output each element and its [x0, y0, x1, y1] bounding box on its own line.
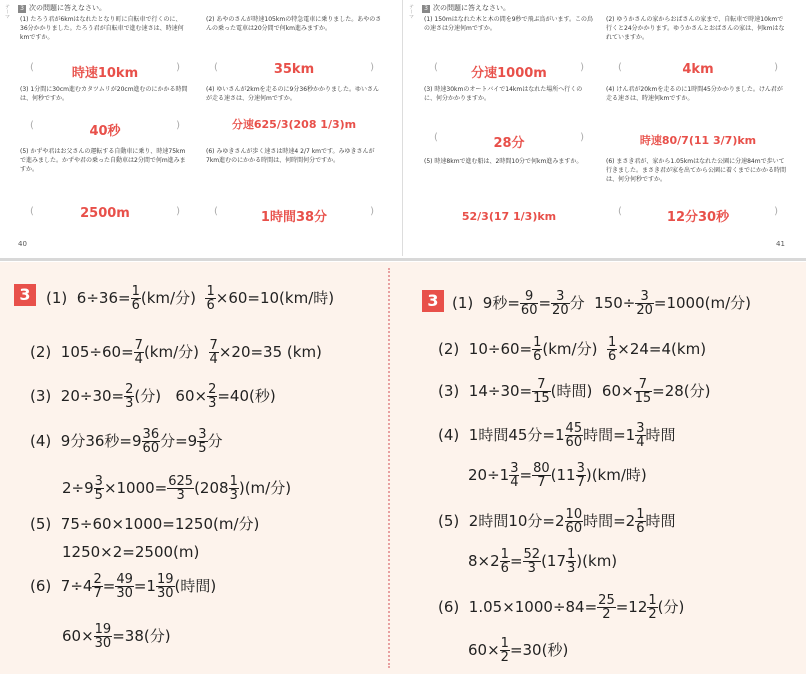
sol-r3: (3) 14÷30= $\frac{7}{15}$ (時間) 60× $\frac{7}{15}$ =28(分) [438, 377, 711, 406]
page-gutter [402, 0, 403, 256]
sol-l6b: 60× $\frac{19}{30}$ =38(分) [62, 622, 171, 651]
sol-l2: (2) 105÷60= $\frac{7}{4}$ (km/分) $\frac{7}{4}$ ×20=35 (km) [30, 338, 322, 367]
sol-r6b: 60× $\frac{1}{2}$ =30(秒) [468, 636, 569, 665]
problem-r3: (3) 時速30kmのオートバイで14kmはなれた場所へ行くのに、何分かかりますか。 [424, 86, 583, 102]
left-side-label: テーマ [4, 4, 10, 19]
sol-l4b: 2÷9 $\frac{3}{5}$ ×1000= $\frac{625}{3}$ (208 $\frac{1}{3}$ )(m/分) [62, 474, 292, 503]
section-divider [0, 258, 806, 261]
left-header: 3 次の問題に答えなさい。 [18, 3, 106, 13]
problem-l3: (3) 1分間に30cm進むカタツムリが20cm進むのにかかる時間は、何秒ですか。 [20, 86, 188, 102]
answer-r4: 時速80/7(11 3/7)km [639, 134, 757, 147]
answer-l6: ( ) 1時間38分 [214, 206, 374, 225]
page-number-left: 40 [18, 240, 27, 248]
sol-r5b: 8×2 $\frac{1}{6}$ = $\frac{52}{3}$ (17 $\frac{1}{3}$ )(km) [468, 547, 618, 576]
sol-l3: (3) 20÷30= $\frac{2}{3}$ (分) 60× $\frac{2}{3}$ =40(秒) [30, 382, 276, 411]
problem-r2: (2) ゆうかさんの家からおばさんの家まで、自転車で時速10kmで行くと24分かかります。ゆうかさんとおばさんの家は、何kmはなれていますか。 [606, 16, 785, 41]
problem-r5: (5) 時速8kmで進む船は、2時間10分で何km進みますか。 [424, 158, 583, 165]
solution-badge-left: 3 [14, 284, 36, 306]
sol-r1: (1) 9秒= $\frac{9}{60}$ = $\frac{3}{20}$ 分 150÷ $\frac{3}{20}$ =1000(m/分) [452, 289, 752, 318]
sol-r6: (6) 1.05×1000÷84= $\frac{25}{2}$ =12 $\frac{1}{2}$ (分) [438, 593, 685, 622]
problem-l5: (5) かずや君はお父さんの運転する自動車に乗り、時速75kmで進みました。かずや君の乗った自動車は2分間で何m進みますか。 [20, 148, 186, 173]
sol-r4b: 20÷1 $\frac{3}{4}$ = $\frac{80}{7}$ (11 $\frac{3}{7}$ )(km/時) [468, 461, 647, 490]
sol-l5: (5) 75÷60×1000=1250(m/分) [30, 515, 260, 533]
answer-l5: ( ) 2500m [30, 206, 180, 221]
solution-badge-right: 3 [422, 290, 444, 312]
sol-r5: (5) 2時間10分=2 $\frac{10}{60}$ 時間=2 $\frac{1}{6}$ 時間 [438, 507, 676, 536]
sol-l4: (4) 9分36秒=9 $\frac{36}{60}$ 分=9 $\frac{3}{5}$ 分 [30, 427, 223, 456]
answer-r5: 52/3(17 1/3)km [461, 210, 557, 223]
answer-l1: ( ) 時速10km [30, 62, 180, 81]
sol-r2: (2) 10÷60= $\frac{1}{6}$ (km/分) $\frac{1}{6}$ ×24=4(km) [438, 335, 707, 364]
problem-r1: (1) 150mはなれた木と木の間を9秒で飛ぶ鳥がいます。この鳥の速さは分速何mですか。 [424, 16, 594, 32]
solutions-panel [0, 262, 806, 674]
right-side-label: テーマ [408, 4, 414, 19]
answer-r3: ( ) 28分 [434, 132, 584, 151]
problem-l2: (2) あやのさんが時速105kmの特急電車に乗りました。あやのさんの乗った電車は20分間で何km進みますか。 [206, 16, 382, 32]
problem-l1: (1) たろう君が6kmはなれたとなり町に自転車で行くのに、36分かかりました。たろう君が自転車で進む速さは、時速何kmですか。 [20, 16, 184, 41]
answer-r1: ( ) 分速1000m [434, 62, 584, 81]
problem-l4: (4) ゆいさんが2kmを走るのに9分36秒かかりました。ゆいさんが走る速さは、分速何mですか。 [206, 86, 380, 102]
page-number-right: 41 [776, 240, 785, 248]
problem-r4: (4) けん君が20kmを走るのに1時間45分かかりました。けん君が走る速さは、時速何kmですか。 [606, 86, 783, 102]
answer-l2: ( ) 35km [214, 62, 374, 77]
problem-r6: (6) まさき君が、家から1.05kmはなれた公園に分速84mで歩いて行きました。まさき君が家を出てから公園に着くまでにかかる時間は、何分何秒ですか。 [606, 158, 787, 183]
right-header: 3 次の問題に答えなさい。 [422, 3, 510, 13]
answer-l3: ( ) 40秒 [30, 120, 180, 139]
sol-l1: (1) 6÷36= $\frac{1}{6}$ (km/分) $\frac{1}{6}$ ×60=10(km/時) [46, 284, 335, 313]
answer-l4: 分速625/3(208 1/3)m [231, 118, 357, 131]
solutions-divider [388, 268, 390, 668]
sol-l6: (6) 7÷4 $\frac{2}{7}$ = $\frac{49}{30}$ =1 $\frac{19}{30}$ (時間) [30, 572, 217, 601]
sol-l5b: 1250×2=2500(m) [62, 543, 200, 561]
sol-r4: (4) 1時間45分=1 $\frac{45}{60}$ 時間=1 $\frac{3}{4}$ 時間 [438, 421, 676, 450]
answer-r6: ( ) 12分30秒 [618, 206, 778, 225]
answer-r2: ( ) 4km [618, 62, 778, 77]
problem-l6: (6) みゆきさんが歩く速さは時速4 2/7 kmです。みゆきさんが7km進むのにかかる時間は、何時間何分ですか。 [206, 148, 375, 164]
